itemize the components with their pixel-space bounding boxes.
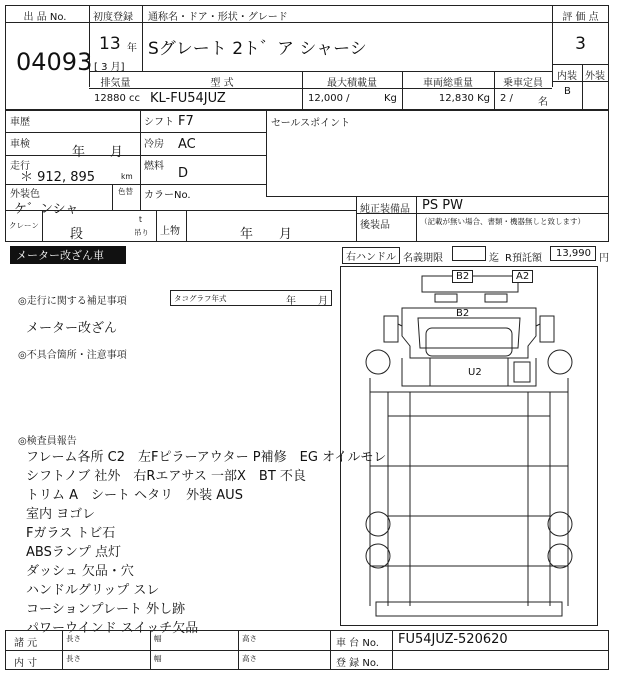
width-label: 幅 bbox=[154, 654, 162, 663]
grade-label: 通称名・ドア・形状・グレード bbox=[148, 12, 288, 23]
aftermarket-note: （記載が無い場合、書類・機器無しと致します） bbox=[420, 217, 585, 226]
inspector-line: Fガラス トビ石 bbox=[26, 526, 116, 541]
ac-label: 冷房 bbox=[144, 139, 164, 150]
inspector-line: ダッシュ 欠品・穴 bbox=[26, 564, 134, 579]
chassis-no: FU54JUZ-520620 bbox=[398, 632, 508, 647]
title-transfer-label: 名義期限 bbox=[403, 253, 443, 264]
inspection-year: 年 bbox=[72, 145, 86, 160]
mileage-label: 走行 bbox=[10, 161, 30, 172]
inspector-line: シフトノブ 社外 右Rエアサス 一部X BT 不良 bbox=[26, 469, 306, 484]
fixed-label: 迄 bbox=[489, 253, 499, 264]
interior-label: 内装 bbox=[557, 71, 577, 82]
interior-dim-label: 内 寸 bbox=[14, 658, 38, 669]
equipment: PS PW bbox=[422, 198, 463, 213]
model: KL-FU54JUZ bbox=[150, 91, 226, 106]
body-month: 月 bbox=[279, 227, 293, 242]
fuel: D bbox=[178, 166, 189, 181]
inspector-title: ◎検査員報告 bbox=[18, 436, 77, 447]
tampered-meter-banner: メーター改ざん車 bbox=[10, 246, 126, 264]
height-label: 高さ bbox=[242, 634, 257, 643]
displacement: 12880 cc bbox=[94, 93, 140, 104]
color-code-label: カラーNo. bbox=[144, 190, 191, 201]
r-unit: 円 bbox=[599, 253, 609, 264]
driving-title: ◎走行に関する補足事項 bbox=[18, 296, 127, 307]
grade: Sグレート 2ト゛ア シャーシ bbox=[148, 39, 367, 59]
sales-point-label: セールスポイント bbox=[271, 118, 351, 129]
inspector-line: トリム A シート ヘタリ 外装 AUS bbox=[26, 488, 243, 503]
gross-weight: 12,830 Kg bbox=[438, 93, 490, 104]
fuel-label: 燃料 bbox=[144, 161, 164, 172]
capacity-unit: 名 bbox=[538, 97, 548, 108]
inspector-line: ハンドルグリップ スレ bbox=[26, 583, 160, 598]
damage-mark-b2-cab: B2 bbox=[456, 308, 470, 319]
tacho-year: 年 bbox=[286, 296, 296, 307]
r-amount: 13,990 bbox=[556, 248, 591, 259]
damage-mark-a2: A2 bbox=[512, 270, 533, 283]
first-reg-label: 初度登録 bbox=[93, 12, 133, 23]
ext-color-label: 外装色 bbox=[10, 189, 40, 200]
mileage: ＊ 912, 895 bbox=[20, 170, 96, 185]
displacement-label: 排気量 bbox=[100, 78, 131, 89]
inspector-line: フレーム各所 C2 左Fピラーアウター P補修 EG オイルモレ bbox=[26, 450, 387, 465]
year-unit: 年 bbox=[127, 43, 137, 54]
interior-grade: B bbox=[564, 86, 571, 97]
ext-color: ケ゛ンシャ bbox=[14, 202, 79, 217]
r-label: R預託額 bbox=[505, 253, 542, 264]
history-label: 車歴 bbox=[10, 117, 30, 128]
title-transfer-box bbox=[452, 246, 486, 261]
lot-no-label: 出 品 No. bbox=[23, 12, 67, 23]
shift-label: シフト bbox=[144, 117, 174, 128]
ac: AC bbox=[178, 137, 196, 152]
mileage-unit: km bbox=[121, 172, 133, 181]
inspector-line: ABSランプ 点灯 bbox=[26, 545, 121, 560]
width-label: 幅 bbox=[154, 634, 162, 643]
crane-tsuri: 吊り bbox=[134, 228, 149, 237]
capacity-label: 乗車定員 bbox=[503, 78, 543, 89]
exterior-label: 外装 bbox=[585, 71, 605, 82]
shift: F7 bbox=[178, 114, 194, 129]
length-label: 長さ bbox=[66, 634, 81, 643]
score-label: 評 価 点 bbox=[562, 12, 599, 23]
crane-label: クレーン bbox=[9, 221, 39, 230]
chassis-no-label: 車 台 No. bbox=[336, 638, 379, 649]
max-load-label: 最大積載量 bbox=[327, 78, 377, 89]
damage-mark-b2: B2 bbox=[452, 270, 473, 283]
max-load: 12,000 / bbox=[308, 93, 350, 104]
color-no-label: 色替 bbox=[118, 187, 133, 196]
tacho-month: 月 bbox=[318, 296, 328, 307]
crane-dan: 段 bbox=[70, 227, 84, 242]
inspector-line: 室内 ヨゴレ bbox=[26, 507, 96, 522]
length-label: 長さ bbox=[66, 654, 81, 663]
gross-weight-label: 車両総重量 bbox=[423, 78, 473, 89]
tacho-label: タコグラフ年式 bbox=[174, 294, 227, 303]
truck-diagram bbox=[340, 266, 598, 626]
driving-note: メーター改ざん bbox=[26, 321, 118, 336]
first-reg-year: 13 bbox=[99, 34, 121, 54]
first-reg-month: [ 3 月] bbox=[94, 62, 125, 73]
model-label: 型 式 bbox=[210, 78, 234, 89]
issues-title: ◎不具合箇所・注意事項 bbox=[18, 350, 127, 361]
inspection-month: 月 bbox=[110, 145, 124, 160]
height-label: 高さ bbox=[242, 654, 257, 663]
lot-no: 04093 bbox=[16, 48, 93, 76]
body-year: 年 bbox=[240, 227, 254, 242]
body-label: 上物 bbox=[160, 226, 180, 237]
capacity: 2 / bbox=[500, 93, 513, 104]
inspector-line: パワーウインド スイッチ欠品 bbox=[26, 621, 199, 636]
crane-t: t bbox=[139, 215, 142, 224]
dim-label: 諸 元 bbox=[14, 638, 38, 649]
reg-no-label: 登 録 No. bbox=[336, 658, 379, 669]
max-load-unit: Kg bbox=[384, 93, 397, 104]
equipment-label: 純正装備品 bbox=[360, 204, 410, 215]
inspection-label: 車検 bbox=[10, 139, 30, 150]
rhd-label: 右ハンドル bbox=[342, 247, 400, 264]
inspector-line: コーションプレート 外し跡 bbox=[26, 602, 186, 617]
damage-mark-u2: U2 bbox=[468, 367, 482, 378]
score: 3 bbox=[575, 34, 586, 54]
aftermarket-label: 後装品 bbox=[360, 220, 390, 231]
